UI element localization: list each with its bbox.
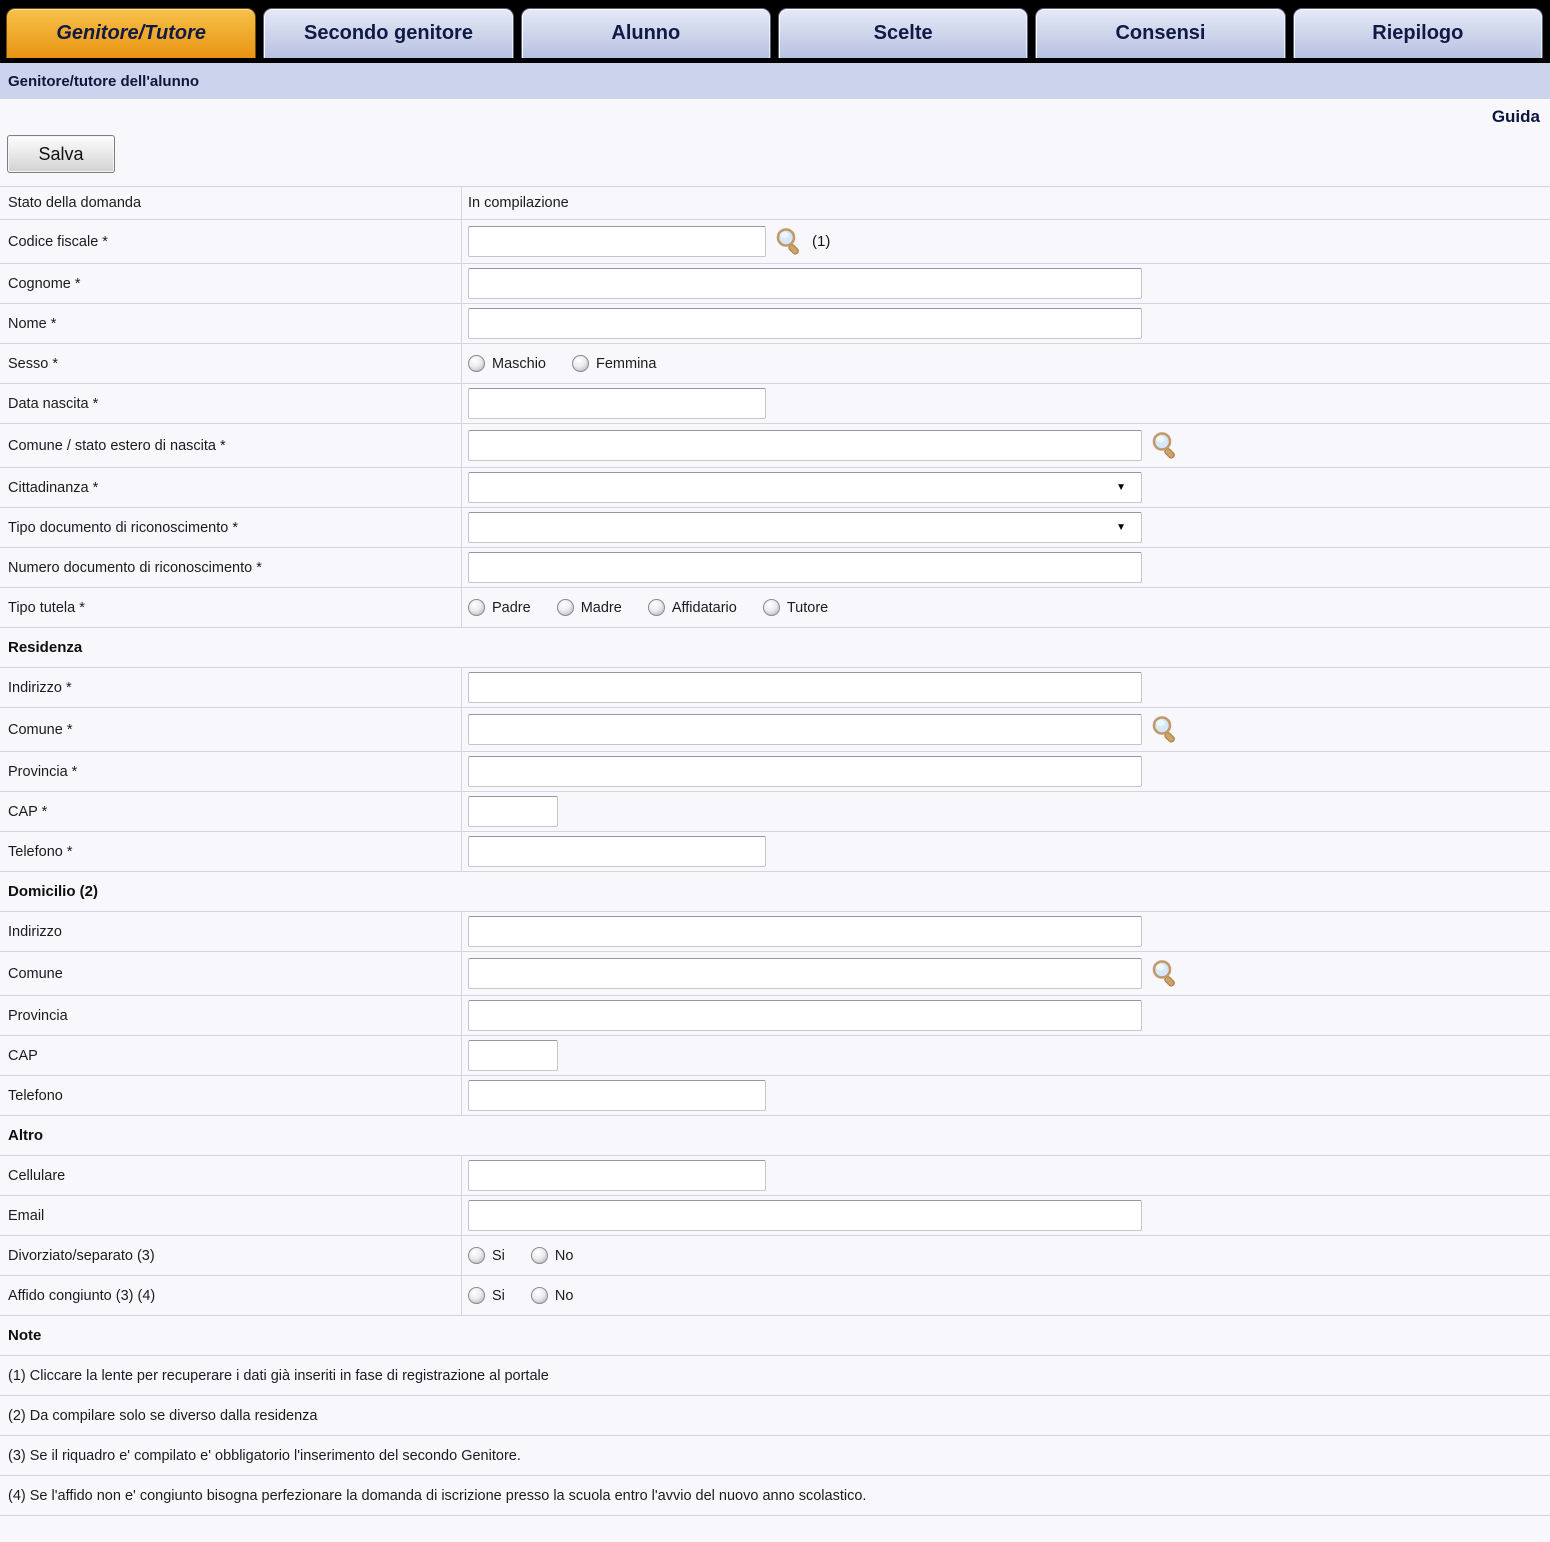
tab-bar (0, 0, 1550, 63)
data-nascita-label: Data nascita * (0, 384, 462, 423)
data-nascita-input[interactable] (468, 388, 766, 419)
email-label: Email (0, 1196, 462, 1235)
section-domicilio-title: Domicilio (2) (8, 883, 99, 900)
row-tipo-documento (0, 508, 1550, 548)
comune-nascita-input[interactable] (468, 430, 1142, 461)
note-row-2 (0, 1396, 1550, 1436)
row-codice-fiscale (0, 220, 1550, 264)
affido-radio-si[interactable] (468, 1287, 485, 1304)
dom-indirizzo-input[interactable] (468, 916, 1142, 947)
affido-option-label: Si (492, 1287, 505, 1304)
numero-documento-input[interactable] (468, 552, 1142, 583)
dom-telefono-label: Telefono (0, 1076, 462, 1115)
divorziato-option-label: No (554, 1247, 574, 1264)
row-nome (0, 304, 1550, 344)
section-residenza (0, 628, 1550, 668)
email-input[interactable] (468, 1200, 1142, 1231)
row-res-telefono (0, 832, 1550, 872)
sesso-radio-femmina[interactable] (572, 355, 589, 372)
row-res-cap (0, 792, 1550, 832)
affido-label: Affido congiunto (3) (4) (0, 1276, 462, 1315)
chevron-down-icon: ▼ (1116, 481, 1126, 493)
tab-genitore-tutore[interactable]: Genitore/Tutore (6, 8, 256, 58)
tutela-option-label: Padre (492, 599, 531, 616)
comune-nascita-label: Comune / stato estero di nascita * (0, 424, 462, 467)
row-comune-nascita (0, 424, 1550, 468)
dom-indirizzo-label: Indirizzo (0, 912, 462, 951)
row-tipo-tutela (0, 588, 1550, 628)
guida-link[interactable]: Guida (1491, 107, 1540, 126)
row-res-provincia (0, 752, 1550, 792)
row-cellulare (0, 1156, 1550, 1196)
dom-comune-input[interactable] (468, 958, 1142, 989)
nome-label: Nome * (0, 304, 462, 343)
tutela-option-label: Tutore (786, 599, 829, 616)
res-provincia-input[interactable] (468, 756, 1142, 787)
divorziato-radio-no[interactable] (531, 1247, 548, 1264)
note-text-4: (4) Se l'affido non e' congiunto bisogna perfezionare la domanda di iscrizione presso la scuola entro l'avvio del nuovo anno scolastico. (8, 1487, 867, 1504)
divorziato-label: Divorziato/separato (3) (0, 1236, 462, 1275)
section-residenza-title: Residenza (8, 639, 83, 656)
res-indirizzo-input[interactable] (468, 672, 1142, 703)
tab-consensi[interactable]: Consensi (1035, 8, 1285, 58)
stato-domanda-value: In compilazione (468, 195, 569, 211)
section-altro (0, 1116, 1550, 1156)
page-title: Genitore/tutore dell'alunno (8, 72, 200, 90)
res-comune-input[interactable] (468, 714, 1142, 745)
note-row-4 (0, 1476, 1550, 1516)
affido-radio-no[interactable] (531, 1287, 548, 1304)
res-telefono-input[interactable] (468, 836, 766, 867)
cittadinanza-select[interactable] (468, 472, 1142, 503)
numero-documento-label: Numero documento di riconoscimento * (0, 548, 462, 587)
cellulare-input[interactable] (468, 1160, 766, 1191)
tutela-option-label: Madre (580, 599, 622, 616)
row-dom-comune (0, 952, 1550, 996)
search-icon[interactable] (1150, 959, 1180, 989)
row-sesso (0, 344, 1550, 384)
divorziato-option-label: Si (492, 1247, 505, 1264)
cognome-input[interactable] (468, 268, 1142, 299)
note-row-1 (0, 1356, 1550, 1396)
cittadinanza-label: Cittadinanza * (0, 468, 462, 507)
section-altro-title: Altro (8, 1127, 43, 1144)
tipo-documento-label: Tipo documento di riconoscimento * (0, 508, 462, 547)
note-text-1: (1) Cliccare la lente per recuperare i dati già inseriti in fase di registrazione al portale (8, 1367, 549, 1384)
res-comune-label: Comune * (0, 708, 462, 751)
section-domicilio (0, 872, 1550, 912)
tutela-option-label: Affidatario (671, 599, 737, 616)
row-numero-documento (0, 548, 1550, 588)
search-icon[interactable] (1150, 431, 1180, 461)
guida-row (0, 99, 1550, 127)
row-email (0, 1196, 1550, 1236)
divorziato-radio-si[interactable] (468, 1247, 485, 1264)
cellulare-label: Cellulare (0, 1156, 462, 1195)
dom-telefono-input[interactable] (468, 1080, 766, 1111)
search-icon[interactable] (774, 227, 804, 257)
sesso-label: Sesso * (0, 344, 462, 383)
nome-input[interactable] (468, 308, 1142, 339)
row-stato-domanda (0, 187, 1550, 220)
dom-comune-label: Comune (0, 952, 462, 995)
parent-form (0, 186, 1550, 1516)
note-text-3: (3) Se il riquadro e' compilato e' obbligatorio l'inserimento del secondo Genitore. (8, 1447, 521, 1464)
row-dom-cap (0, 1036, 1550, 1076)
tab-riepilogo[interactable]: Riepilogo (1293, 8, 1543, 58)
dom-cap-label: CAP (0, 1036, 462, 1075)
row-data-nascita (0, 384, 1550, 424)
codice-fiscale-input[interactable] (468, 226, 766, 257)
row-cognome (0, 264, 1550, 304)
row-divorziato (0, 1236, 1550, 1276)
row-dom-indirizzo (0, 912, 1550, 952)
tab-alunno[interactable]: Alunno (521, 8, 771, 58)
tipo-tutela-label: Tipo tutela * (0, 588, 462, 627)
sesso-radio-maschio[interactable] (468, 355, 485, 372)
row-cittadinanza (0, 468, 1550, 508)
tutela-radio-madre[interactable] (557, 599, 574, 616)
dom-provincia-input[interactable] (468, 1000, 1142, 1031)
sesso-option-label: Maschio (492, 355, 546, 372)
row-affido (0, 1276, 1550, 1316)
stato-domanda-label: Stato della domanda (0, 187, 462, 219)
affido-option-label: No (554, 1287, 574, 1304)
tutela-radio-tutore[interactable] (763, 599, 780, 616)
tipo-documento-select[interactable] (468, 512, 1142, 543)
res-cap-input[interactable] (468, 796, 558, 827)
note-text-2: (2) Da compilare solo se diverso dalla residenza (8, 1407, 318, 1424)
section-note-title: Note (8, 1327, 42, 1344)
res-cap-label: CAP * (0, 792, 462, 831)
section-note (0, 1316, 1550, 1356)
res-telefono-label: Telefono * (0, 832, 462, 871)
tutela-radio-padre[interactable] (468, 599, 485, 616)
save-button[interactable]: Salva (7, 135, 115, 173)
row-dom-provincia (0, 996, 1550, 1036)
dom-cap-input[interactable] (468, 1040, 558, 1071)
tab-secondo-genitore[interactable]: Secondo genitore (263, 8, 513, 58)
chevron-down-icon: ▼ (1116, 521, 1126, 533)
page-title-bar (0, 63, 1550, 99)
tab-scelte[interactable]: Scelte (778, 8, 1028, 58)
res-indirizzo-label: Indirizzo * (0, 668, 462, 707)
sesso-option-label: Femmina (596, 355, 657, 372)
row-res-indirizzo (0, 668, 1550, 708)
cognome-label: Cognome * (0, 264, 462, 303)
codice-fiscale-label: Codice fiscale * (0, 220, 462, 263)
row-res-comune (0, 708, 1550, 752)
tutela-radio-affidatario[interactable] (648, 599, 665, 616)
row-dom-telefono (0, 1076, 1550, 1116)
note-row-3 (0, 1436, 1550, 1476)
dom-provincia-label: Provincia (0, 996, 462, 1035)
search-icon[interactable] (1150, 715, 1180, 745)
res-provincia-label: Provincia * (0, 752, 462, 791)
note-ref-1: (1) (812, 233, 831, 250)
